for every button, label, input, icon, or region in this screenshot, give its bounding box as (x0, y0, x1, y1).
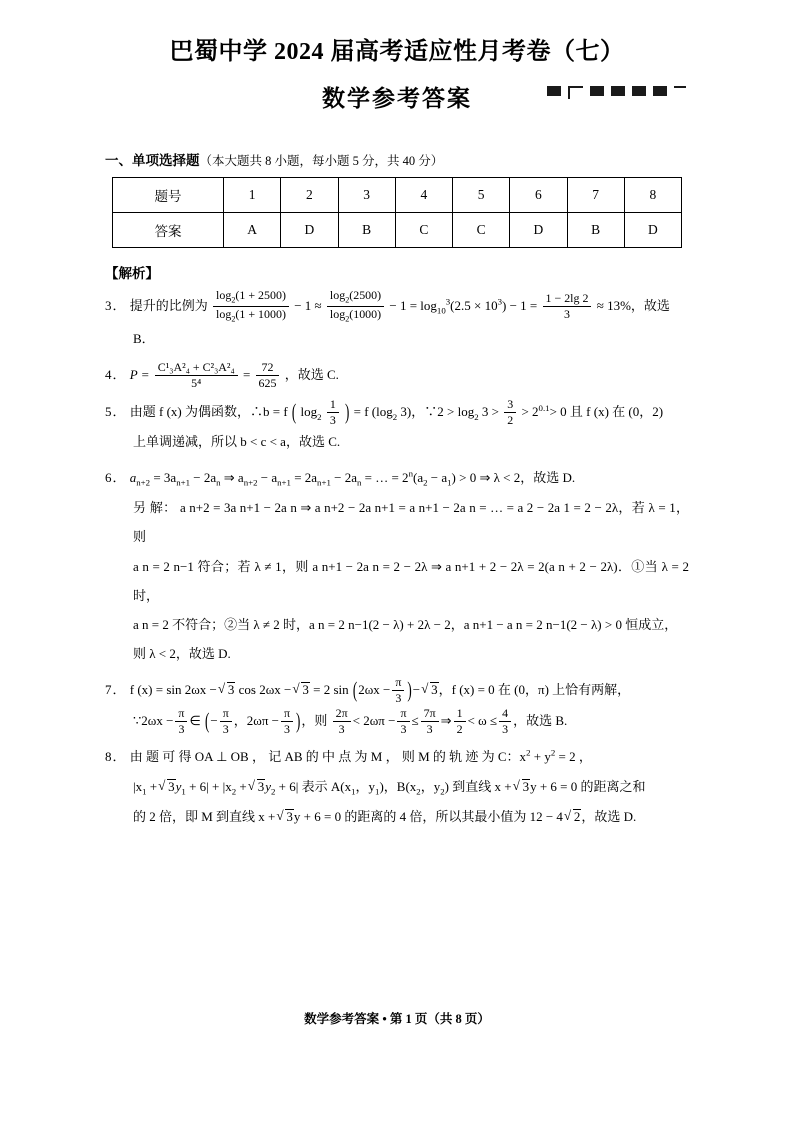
cell-number-4: 4 (395, 178, 452, 213)
item-6-line3: a n = 2 n−1 符合；若 λ ≠ 1，则 a n+1 − 2a n = 2 − 2λ ⇒ a n+1 + 2 − 2λ = 2(a n + 2 − 2λ)．①当 λ = 2 时， (133, 558, 689, 603)
cell-number-6: 6 (510, 178, 567, 213)
q6-sub4: n+2 (243, 477, 258, 488)
item-number-3: 3． (105, 298, 127, 314)
item-3-tail2-sup: 3 (497, 296, 502, 307)
right-paren: ) (296, 707, 301, 733)
q8-l2d: + 6| + |x (185, 778, 232, 794)
fraction-q5 (327, 397, 339, 428)
q8-a: 由 题 可 得 OA ⊥ OB ， 记 AB 的 中 点 为 M ， 则 M 的 轨 迹 为 C：x (129, 749, 527, 765)
f2-top-log: log (329, 288, 346, 303)
q8-sup2: 2 (550, 748, 556, 759)
mark-corner (568, 86, 583, 99)
q8-s3: 2 (231, 786, 237, 797)
f-bot: 3 (338, 721, 345, 736)
q8-s6: 1 (375, 786, 380, 797)
q7-d: − (412, 681, 421, 697)
footer-page: • 第 1 页（共 8 页） (382, 1012, 490, 1026)
item-3-tail1-sup: 3 (445, 296, 451, 307)
left-paren: ( (291, 398, 297, 424)
q7-l2c: ，则 (301, 712, 328, 728)
page-title: 巴蜀中学 2024 届高考适应性月考卷（七） (169, 39, 625, 65)
table-row-numbers (113, 178, 682, 213)
item-5-c-sub: 2 (474, 411, 479, 422)
fraction-pi-3c (220, 706, 232, 737)
mark-block (653, 86, 667, 96)
q8-l2b: + (146, 778, 158, 794)
item-5-b-sub: 2 (392, 411, 398, 422)
fraction-q5-2 (504, 397, 516, 428)
section-heading-bold: 一、单项选择题 (105, 153, 200, 169)
q6-i: (a (412, 469, 424, 485)
item-6-line5: 则 λ < 2，故选 D. (133, 646, 231, 662)
sqrt-2-value: 2 (573, 809, 581, 825)
q8-l2l: y + 6 = 0 的距离之和 (530, 778, 646, 794)
q8-s5: 1 (351, 786, 356, 797)
cell-number-3: 3 (338, 178, 395, 213)
mark-block (547, 86, 561, 96)
item-5-d: 3 > (478, 403, 499, 419)
q7-l2d: < 2ωπ − (352, 712, 396, 728)
f2-top-rest: (2500) (349, 288, 382, 303)
sqrt-3-value: 3 (257, 778, 265, 794)
q4-frac2-top: 72 (256, 360, 280, 376)
q6-h: = … = 2 (361, 469, 409, 485)
cell-answer-2: D (281, 213, 338, 248)
table-row-answers (113, 213, 682, 248)
fraction-2pi-3 (333, 706, 351, 737)
item-5-log-sub: 2 (317, 411, 322, 422)
q8-s7: 2 (416, 786, 421, 797)
q8-l2g: + 6| 表示 A(x (275, 778, 352, 794)
item-7-line2 (105, 706, 689, 737)
item-4-lead: P = (129, 366, 150, 382)
q7-inner-a: 2ωx − (358, 681, 391, 697)
cell-number-8: 8 (624, 178, 681, 213)
f2-bot-rest: (1000) (349, 306, 382, 321)
f-top: π (397, 706, 409, 722)
item-number-5: 5． (105, 403, 127, 419)
f-top: 7π (421, 706, 439, 722)
q7-l2a: ∵2ωx − (133, 712, 174, 728)
q8-s4: 2 (271, 786, 276, 797)
item-6-line2 (105, 493, 689, 552)
three-bot: 3 (284, 721, 290, 736)
three-bot: 3 (395, 690, 402, 705)
cell-number-1: 1 (224, 178, 281, 213)
cell-answer-5: C (453, 213, 510, 248)
sqrt-3-value: 3 (522, 778, 530, 794)
item-4-tail: ，故选 C. (284, 366, 339, 382)
q6-c: − 2a (190, 469, 217, 485)
fraction-1-2 (454, 706, 466, 737)
q8-l2f: y (265, 778, 271, 794)
q5-frac2-bot: 2 (507, 412, 514, 427)
item-5-c: 3)，∵2 > log (397, 403, 475, 419)
f1-bot-log: log (216, 306, 232, 321)
sqrt-2 (564, 802, 582, 831)
q7-c: = 2 sin (309, 681, 349, 697)
item-8-line3 (105, 802, 689, 831)
sqrt-3-value: 3 (168, 778, 175, 794)
q4-frac-top: C¹₃A²₄ + C²₃A²₄ (155, 360, 238, 376)
q6-sub7: n (356, 477, 362, 488)
item-number-8: 8． (105, 749, 127, 765)
item-5-log: log (300, 403, 318, 419)
f-bot: 3 (426, 721, 433, 736)
f2-bot-sub: 2 (345, 314, 350, 324)
sqrt-3 (158, 772, 176, 801)
q8-l3a: 的 2 倍，即 M 到直线 x + (133, 809, 276, 825)
pi-top: π (220, 706, 232, 722)
f1-top-sub: 2 (231, 295, 236, 305)
q6-k: ) > 0 ⇒ λ < 2，故选 D. (451, 469, 576, 485)
q6-alt-label: 另 解： (133, 500, 177, 516)
q8-b: + y (530, 749, 551, 765)
solution-item-6 (105, 463, 689, 669)
q8-l2e: + (236, 778, 247, 794)
sqrt-3 (276, 802, 294, 831)
q7-b: cos 2ωx − (235, 681, 292, 697)
item-number-6: 6． (105, 469, 127, 485)
f-bot: 3 (502, 721, 509, 736)
mark-block (632, 86, 646, 96)
barcode-marks (547, 86, 686, 100)
item-5-a: 由题 f (x) 为偶函数，∴b = f (129, 403, 288, 419)
fraction-pi-3d (281, 706, 293, 737)
f-top: 1 (454, 706, 466, 722)
q7-int-a: − (210, 712, 218, 728)
q8-l3c: ，故选 D. (581, 809, 637, 825)
item-3-tail2: (2.5 × 10 (450, 298, 498, 314)
f2-top-sub: 2 (345, 295, 350, 305)
q8-c: = 2 ， (555, 749, 592, 765)
item-6-line4: a n = 2 不符合；②当 λ ≠ 2 时，a n = 2 n−1(2 − λ) + 2λ − 2，a n+1 − a n = 2 n−1(2 − λ) > 0 恒成立， (133, 617, 678, 633)
item-3-tail3: ) − 1 = (502, 298, 538, 314)
sqrt-3-value: 3 (286, 809, 293, 825)
q8-l3b: y + 6 = 0 的距离的 4 倍，所以其最小值为 12 − 4 (293, 809, 563, 825)
three-bot: 3 (178, 721, 185, 736)
solution-item-7 (105, 675, 689, 737)
solution-item-8 (105, 742, 689, 831)
item-3-minus: − 1 ≈ (294, 298, 322, 314)
sqrt-3 (292, 675, 310, 704)
q6-sub9: 1 (447, 477, 452, 488)
sqrt-3-value: 3 (302, 681, 309, 697)
cell-number-7: 7 (567, 178, 624, 213)
fraction-q4 (155, 360, 238, 391)
q7-a: f (x) = sin 2ωx − (129, 681, 217, 697)
cell-number-5: 5 (453, 178, 510, 213)
sqrt-3 (218, 675, 236, 704)
f1-top-rest: (1 + 2500) (235, 288, 286, 303)
left-paren: ( (352, 676, 358, 703)
q7-l2g: < ω ≤ (467, 712, 498, 728)
f-top: 2π (333, 706, 351, 722)
item-5-e-sup: 0.1 (538, 402, 550, 413)
fraction-3 (543, 291, 592, 322)
right-paren: ) (407, 676, 412, 703)
q6-line2: a n+2 = 3a n+1 − 2a n ⇒ a n+2 − 2a n+1 = a n+1 − 2a n = … = a 2 − 2a 1 = 2 − 2λ，若 λ = 1，则 (133, 500, 689, 545)
item-8-line2 (105, 772, 689, 802)
sqrt-3 (248, 772, 266, 801)
footer-title: 数学参考答案 (304, 1012, 380, 1026)
fraction-pi-3b (175, 706, 187, 737)
q7-e: ，f (x) = 0 在 (0，π) 上恰有两解， (438, 681, 631, 697)
page-subtitle: 数学参考答案 (322, 86, 472, 112)
q6-sub2: n+1 (176, 477, 190, 488)
analysis-label: 【解析】 (105, 266, 159, 282)
answer-table (112, 177, 682, 248)
q8-s2: 1 (181, 786, 186, 797)
item-number-4: 4． (105, 366, 127, 382)
cell-answer-7: B (567, 213, 624, 248)
q8-s8: 2 (440, 786, 445, 797)
fraction-1 (213, 288, 289, 324)
q7-l2f: ⇒ (440, 712, 452, 728)
q4-frac-bot: 5⁴ (191, 375, 202, 390)
item-3-tail1: − 1 = log (389, 298, 437, 314)
cell-answer-3: B (338, 213, 395, 248)
left-paren: ( (205, 707, 210, 733)
q6-sub6: n+1 (317, 477, 331, 488)
solution-item-4 (105, 360, 689, 391)
item-3-tail1-sub: 10 (436, 305, 446, 316)
q6-d: ⇒ a (220, 469, 244, 485)
fraction-7pi-3 (421, 706, 439, 737)
section-heading (105, 149, 689, 169)
cell-answer-4: C (395, 213, 452, 248)
f1-bot-rest: (1 + 1000) (235, 306, 286, 321)
sqrt-3 (513, 772, 531, 801)
q6-sub5: n+1 (277, 477, 291, 488)
q7-l2h: ，故选 B. (513, 712, 568, 728)
q8-l2k: ) 到直线 x + (444, 778, 512, 794)
f1-top-log: log (216, 288, 232, 303)
q5-frac2-top: 3 (504, 397, 516, 413)
q7-int-b: ，2ωπ − (233, 712, 279, 728)
q5-frac-bot: 3 (329, 412, 336, 427)
q7-l2e: ≤ (411, 712, 419, 728)
q6-sub1: n+2 (136, 477, 151, 488)
item-5-b: = f (log (353, 403, 393, 419)
f2-bot-log: log (329, 306, 346, 321)
row-label-answer: 答案 (113, 213, 224, 248)
item-number-7: 7． (105, 681, 127, 697)
q6-b: = 3a (150, 469, 177, 485)
q6-a: a (129, 469, 137, 485)
q8-sup1: 2 (526, 748, 531, 759)
q6-sup: n (408, 468, 413, 479)
q8-l2c: y (175, 778, 182, 794)
cell-number-2: 2 (281, 178, 338, 213)
f-top: 4 (499, 706, 511, 722)
pi-top: π (392, 675, 404, 691)
q6-f: = 2a (290, 469, 318, 485)
item-5-e: > 2 (521, 403, 539, 419)
q8-l2i: )，B(x (379, 778, 417, 794)
cell-answer-8: D (624, 213, 681, 248)
item-5-line2: 上单调递减，所以 b < c < a，故选 C. (133, 434, 341, 450)
item-3-lead: 提升的比例为 (129, 298, 208, 314)
item-4-eq: = (242, 366, 251, 382)
fraction-4-3 (499, 706, 511, 737)
fraction-q4-2 (256, 360, 280, 391)
row-label-number: 题号 (113, 178, 224, 213)
sqrt-3-value: 3 (431, 681, 438, 697)
cell-answer-1: A (224, 213, 281, 248)
solution-item-3 (105, 288, 689, 353)
fraction-pi-3 (392, 675, 404, 706)
sqrt-3 (421, 675, 439, 704)
pi-top: π (281, 706, 293, 722)
f1-bot-sub: 2 (231, 314, 236, 324)
q8-s1: 1 (142, 786, 147, 797)
q8-l2a: |x (133, 778, 143, 794)
q4-frac2-bot: 625 (258, 375, 277, 390)
section-heading-note: （本大题共 8 小题，每小题 5 分，共 40 分） (199, 154, 444, 169)
mark-block (611, 86, 625, 96)
q6-j: − a (427, 469, 448, 485)
q5-frac-top: 1 (327, 397, 339, 413)
q7-l2b: ∈ (189, 712, 201, 728)
item-3-tail4: ≈ 13%，故选 (596, 298, 670, 314)
q8-l2j: ，y (420, 778, 441, 794)
q6-g: − 2a (330, 469, 357, 485)
f3-bot: 3 (563, 306, 570, 321)
item-3-line2 (105, 324, 689, 353)
item-3-answer: B． (133, 331, 155, 347)
f-bot: 2 (456, 721, 463, 736)
q6-e: − a (257, 469, 278, 485)
item-5-f: > 0 且 f (x) 在 (0，2) (549, 403, 664, 419)
pi-top: π (175, 706, 187, 722)
sqrt-3-value: 3 (227, 681, 235, 697)
solution-item-5 (105, 397, 689, 457)
three-bot: 3 (222, 721, 229, 736)
right-paren: ) (345, 398, 350, 424)
mark-block (590, 86, 604, 96)
q6-sub3: n (216, 477, 221, 488)
q8-l2h: ，y (355, 778, 376, 794)
fraction-2 (327, 288, 384, 324)
mark-dash (674, 86, 686, 88)
q6-sub8: 2 (423, 477, 428, 488)
page-footer (0, 1009, 794, 1027)
cell-answer-6: D (510, 213, 567, 248)
f3-top: 1 − 2lg 2 (543, 291, 592, 307)
f-bot: 3 (400, 721, 407, 736)
